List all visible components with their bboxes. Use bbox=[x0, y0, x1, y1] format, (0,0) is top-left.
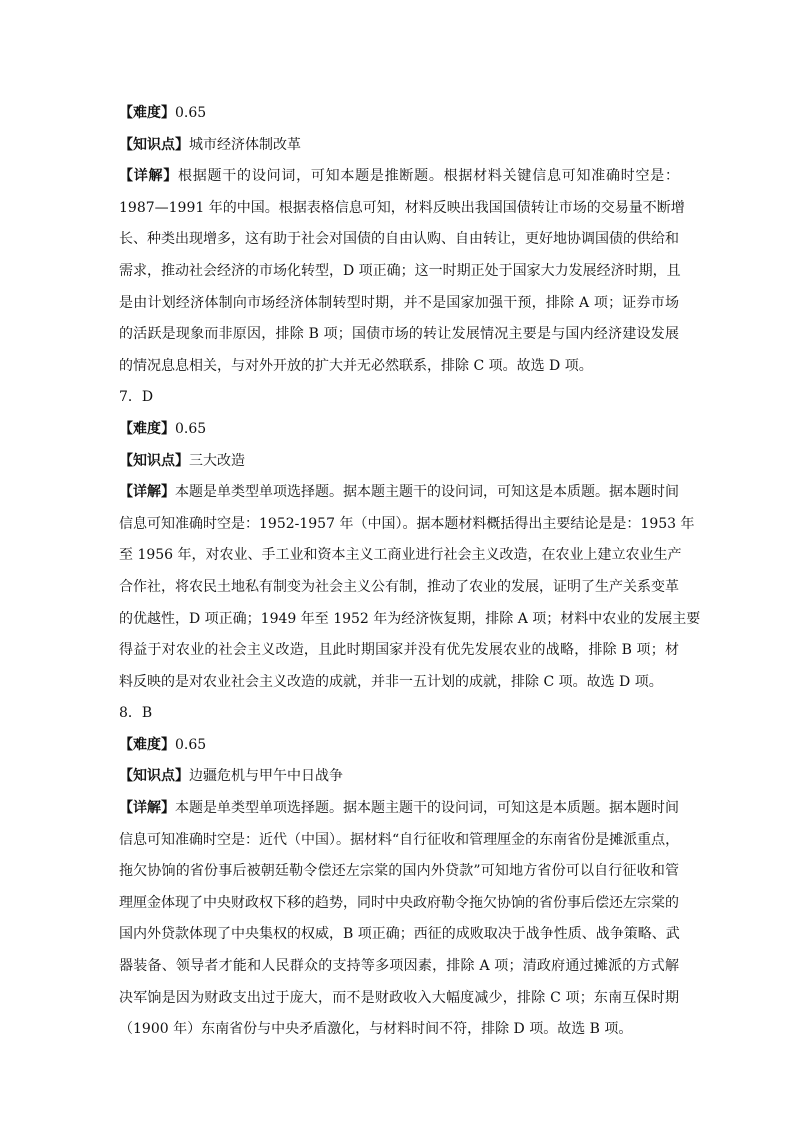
detail-line: 国内外贷款体现了中央集权的权威，B 项正确；西征的成败取决于战争性质、战争策略、武 bbox=[119, 926, 680, 943]
detail-line: 料反映的是对农业社会主义改造的成就，并非一五计划的成就，排除 C 项。故选 D 项。 bbox=[119, 673, 663, 690]
detail-line: 的活跃是现象而非原因，排除 B 项；国债市场的转让发展情况主要是与国内经济建设发展 bbox=[119, 326, 679, 343]
difficulty-tag: 【难度】 bbox=[119, 736, 175, 753]
detail-line: 长、种类出现增多，这有助于社会对国债的自由认购、自由转让，更好地协调国债的供给和 bbox=[119, 231, 679, 248]
detail-text: 本题是单类型单项选择题。据本题主题干的设问词，可知这是本质题。据本题时间 bbox=[175, 800, 679, 817]
detail-line bbox=[119, 161, 679, 193]
detail-line bbox=[119, 477, 679, 509]
detail-tag: 【详解】 bbox=[119, 484, 175, 501]
detail-line: 至 1956 年，对农业、手工业和资本主义工商业进行社会主义改造，在农业上建立农业生产 bbox=[119, 547, 682, 564]
difficulty-tag: 【难度】 bbox=[119, 420, 175, 437]
difficulty-value: 0.65 bbox=[175, 736, 207, 753]
document-page bbox=[119, 98, 701, 1046]
detail-line bbox=[119, 793, 679, 825]
difficulty-line bbox=[119, 730, 679, 762]
answer-line: 7．D bbox=[119, 389, 154, 406]
difficulty-value: 0.65 bbox=[175, 420, 207, 437]
detail-tag: 【详解】 bbox=[119, 168, 179, 185]
detail-line: 决军饷是因为财政支出过于庞大，而不是财政收入大幅度减少，排除 C 项；东南互保时期 bbox=[119, 989, 679, 1006]
answer-line: 8．B bbox=[119, 705, 153, 722]
difficulty-line bbox=[119, 414, 679, 446]
detail-line: 是由计划经济体制向市场经济体制转型时期，并不是国家加强干预，排除 A 项；证券市场 bbox=[119, 294, 679, 311]
detail-line: 器装备、领导者才能和人民群众的支持等多项因素，排除 A 项；清政府通过摊派的方式解 bbox=[119, 958, 679, 975]
detail-line: 的情况息息相关，与对外开放的扩大并无必然联系，排除 C 项。故选 D 项。 bbox=[119, 357, 593, 374]
detail-line: 拖欠协饷的省份事后被朝廷勒令偿还左宗棠的国内外贷款”可知地方省份可以自行征收和管 bbox=[119, 863, 679, 880]
knowledge-line bbox=[119, 761, 679, 793]
detail-text: 本题是单类型单项选择题。据本题主题干的设问词，可知这是本质题。据本题时间 bbox=[175, 484, 679, 501]
knowledge-value: 城市经济体制改革 bbox=[189, 136, 301, 153]
detail-line: 合作社，将农民土地私有制变为社会主义公有制，推动了农业的发展，证明了生产关系变革 bbox=[119, 578, 679, 595]
knowledge-line bbox=[119, 446, 679, 478]
knowledge-tag: 【知识点】 bbox=[119, 768, 189, 785]
detail-text: 根据题干的设问词，可知本题是推断题。根据材料关键信息可知准确时空是： bbox=[178, 168, 680, 185]
detail-line: （1900 年）东南省份与中央矛盾激化，与材料时间不符，排除 D 项。故选 B 项。 bbox=[119, 1021, 633, 1038]
difficulty-line bbox=[119, 98, 679, 130]
knowledge-value: 三大改造 bbox=[189, 452, 245, 469]
detail-line: 需求，推动社会经济的市场化转型，D 项正确；这一时期正处于国家大力发展经济时期，且 bbox=[119, 262, 681, 279]
knowledge-value: 边疆危机与甲午中日战争 bbox=[189, 768, 343, 785]
detail-line: 理厘金体现了中央财政权下移的趋势，同时中央政府勒令拖欠协饷的省份事后偿还左宗棠的 bbox=[119, 894, 679, 911]
knowledge-line bbox=[119, 130, 679, 162]
detail-line: 1987—1991 年的中国。根据表格信息可知，材料反映出我国国债转让市场的交易量不断增 bbox=[119, 199, 685, 216]
detail-line: 得益于对农业的社会主义改造，且此时期国家并没有优先发展农业的战略，排除 B 项；材 bbox=[119, 642, 679, 659]
detail-line: 的优越性，D 项正确；1949 年至 1952 年为经济恢复期，排除 A 项；材料中农业的发展主要 bbox=[119, 610, 701, 627]
difficulty-value: 0.65 bbox=[175, 105, 207, 121]
difficulty-tag: 【难度】 bbox=[119, 105, 175, 121]
knowledge-tag: 【知识点】 bbox=[119, 136, 189, 153]
detail-line: 信息可知准确时空是：近代（中国）。据材料“自行征收和管理厘金的东南省份是摊派重点， bbox=[119, 831, 680, 848]
detail-line: 信息可知准确时空是：1952-1957 年（中国）。据本题材料概括得出主要结论是是：1953 年 bbox=[119, 515, 695, 532]
knowledge-tag: 【知识点】 bbox=[119, 452, 189, 469]
detail-tag: 【详解】 bbox=[119, 800, 175, 817]
